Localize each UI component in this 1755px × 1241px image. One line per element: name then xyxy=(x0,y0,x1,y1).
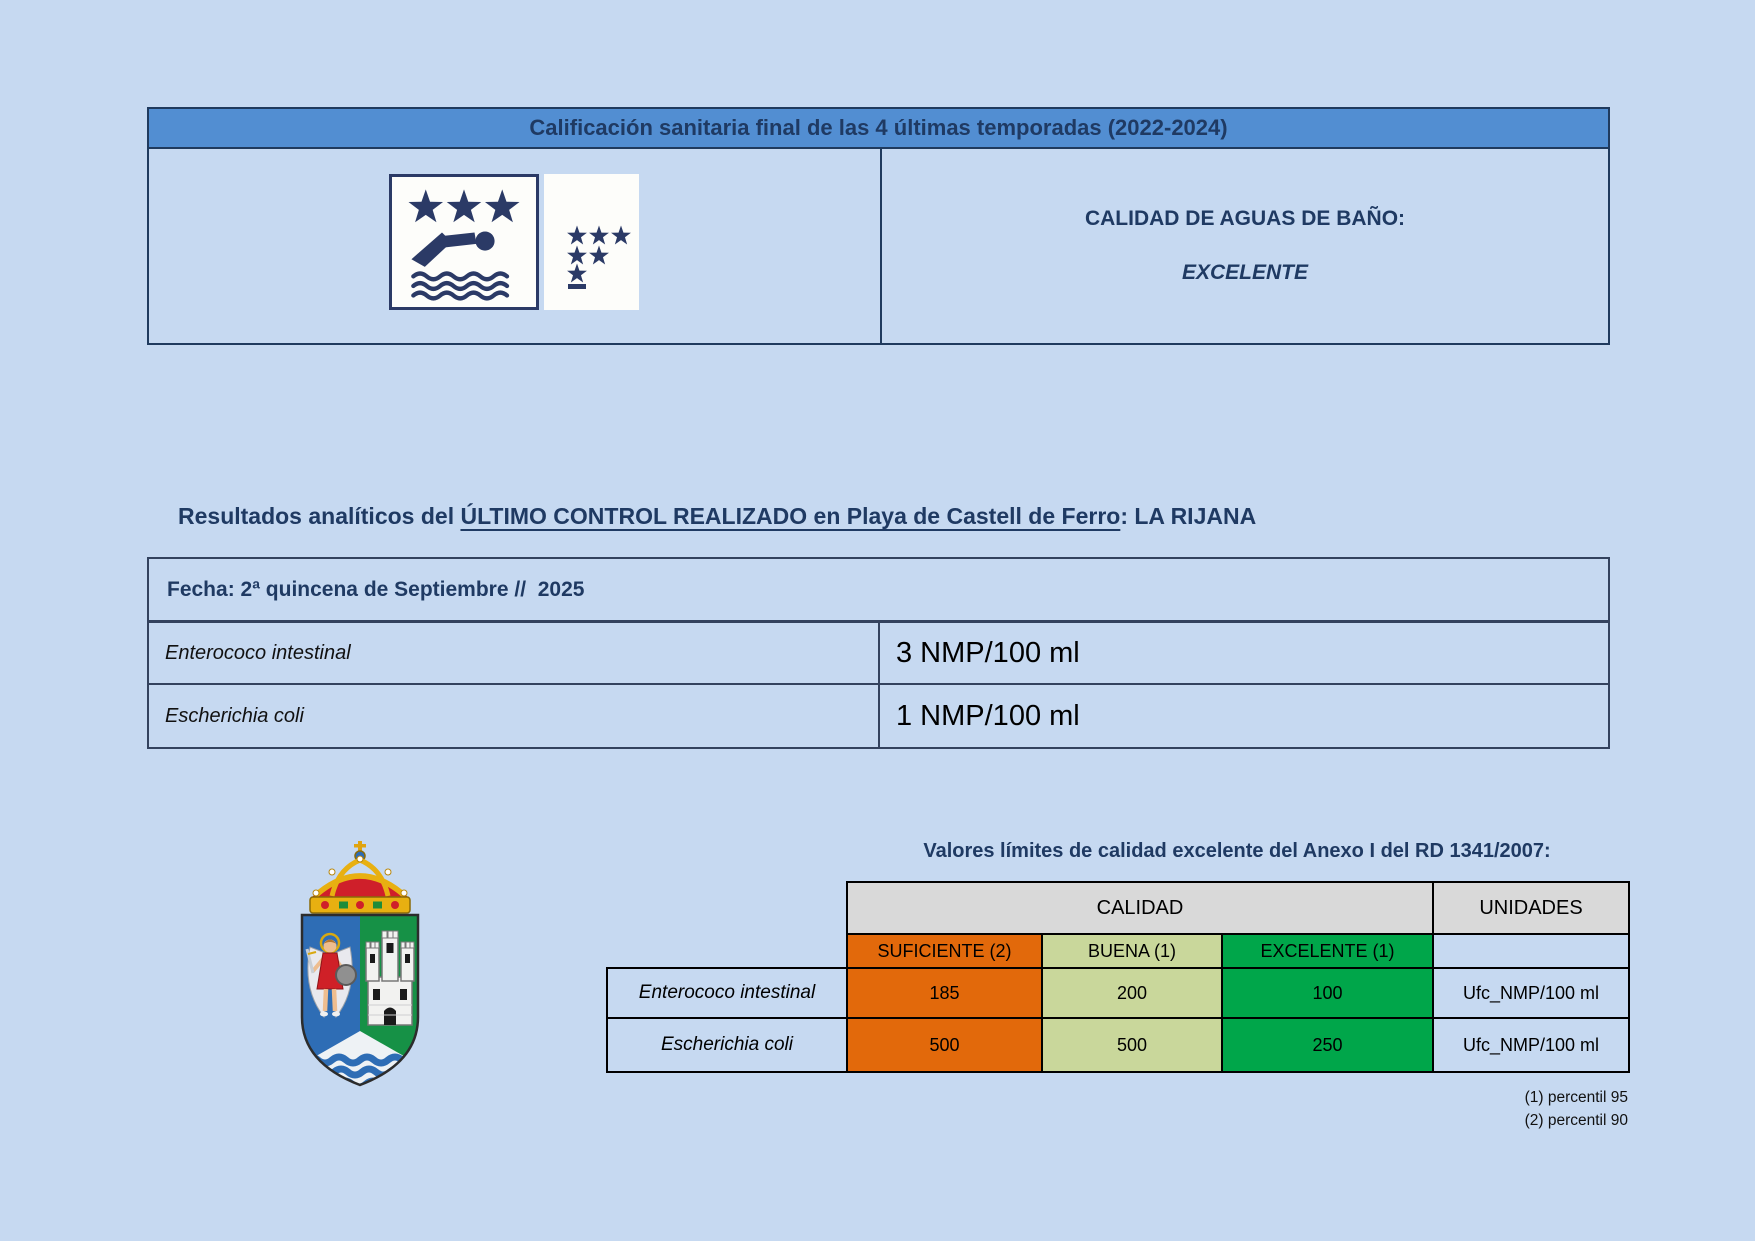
limit-value-excelente: 100 xyxy=(1222,968,1433,1018)
parameter-name: Enterococo intestinal xyxy=(149,623,880,683)
limit-value-excelente: 250 xyxy=(1222,1018,1433,1072)
season-table-title: Calificación sanitaria final de las 4 últimas temporadas (2022-2024) xyxy=(149,109,1608,149)
water-quality-value: EXCELENTE xyxy=(1181,261,1309,284)
limits-empty-corner xyxy=(607,882,847,934)
footnotes xyxy=(1128,1086,1628,1133)
limits-empty-cell xyxy=(607,934,847,968)
limit-units: Ufc_NMP/100 ml xyxy=(1433,968,1629,1018)
limits-row-escherichia xyxy=(607,1018,1629,1072)
parameter-value: 1 NMP/100 ml xyxy=(896,699,1080,732)
water-quality-cell xyxy=(882,149,1608,343)
limit-value-suficiente: 185 xyxy=(847,968,1042,1018)
units-empty-cell xyxy=(1433,934,1629,968)
limit-param: Enterococo intestinal xyxy=(607,968,847,1018)
results-title-suffix: : LA RIJANA xyxy=(1120,503,1257,529)
category-buena: BUENA (1) xyxy=(1042,934,1222,968)
municipal-coat-of-arms-icon xyxy=(280,838,440,1090)
season-logo-cell xyxy=(149,149,882,343)
results-title-underlined: ÚLTIMO CONTROL REALIZADO en Playa de Castell de Ferro xyxy=(460,503,1121,529)
results-table xyxy=(147,557,1610,749)
limits-group-header: CALIDAD xyxy=(847,882,1433,934)
results-title xyxy=(178,503,1256,530)
limit-units: Ufc_NMP/100 ml xyxy=(1433,1018,1629,1072)
limit-value-suficiente: 500 xyxy=(847,1018,1042,1072)
limits-row-enterococo xyxy=(607,968,1629,1018)
results-title-prefix: Resultados analíticos del xyxy=(178,503,461,529)
limit-value-buena: 200 xyxy=(1042,968,1222,1018)
season-classification-table xyxy=(147,107,1610,345)
parameter-value: 3 NMP/100 ml xyxy=(896,636,1080,669)
limits-title: Valores límites de calidad excelente del Anexo I del RD 1341/2007: xyxy=(923,840,1551,862)
category-excelente: EXCELENTE (1) xyxy=(1222,934,1433,968)
limits-units-header: UNIDADES xyxy=(1433,882,1629,934)
water-quality-label: CALIDAD DE AGUAS DE BAÑO: xyxy=(1084,207,1406,230)
star-pyramid-icon xyxy=(544,174,639,310)
swimmer-three-stars-icon xyxy=(389,174,539,310)
limits-table xyxy=(606,881,1630,1073)
category-suficiente: SUFICIENTE (2) xyxy=(847,934,1042,968)
limit-value-buena: 500 xyxy=(1042,1018,1222,1072)
parameter-name: Escherichia coli xyxy=(149,685,880,747)
results-row-escherichia xyxy=(149,685,1608,747)
footnote-2: (2) percentil 90 xyxy=(1524,1112,1628,1130)
footnote-1: (1) percentil 95 xyxy=(1524,1089,1628,1106)
limit-param: Escherichia coli xyxy=(607,1018,847,1072)
results-row-enterococo xyxy=(149,623,1608,685)
season-table-body xyxy=(149,149,1608,343)
results-date-row: Fecha: 2ª quincena de Septiembre // 2025 xyxy=(149,559,1608,623)
